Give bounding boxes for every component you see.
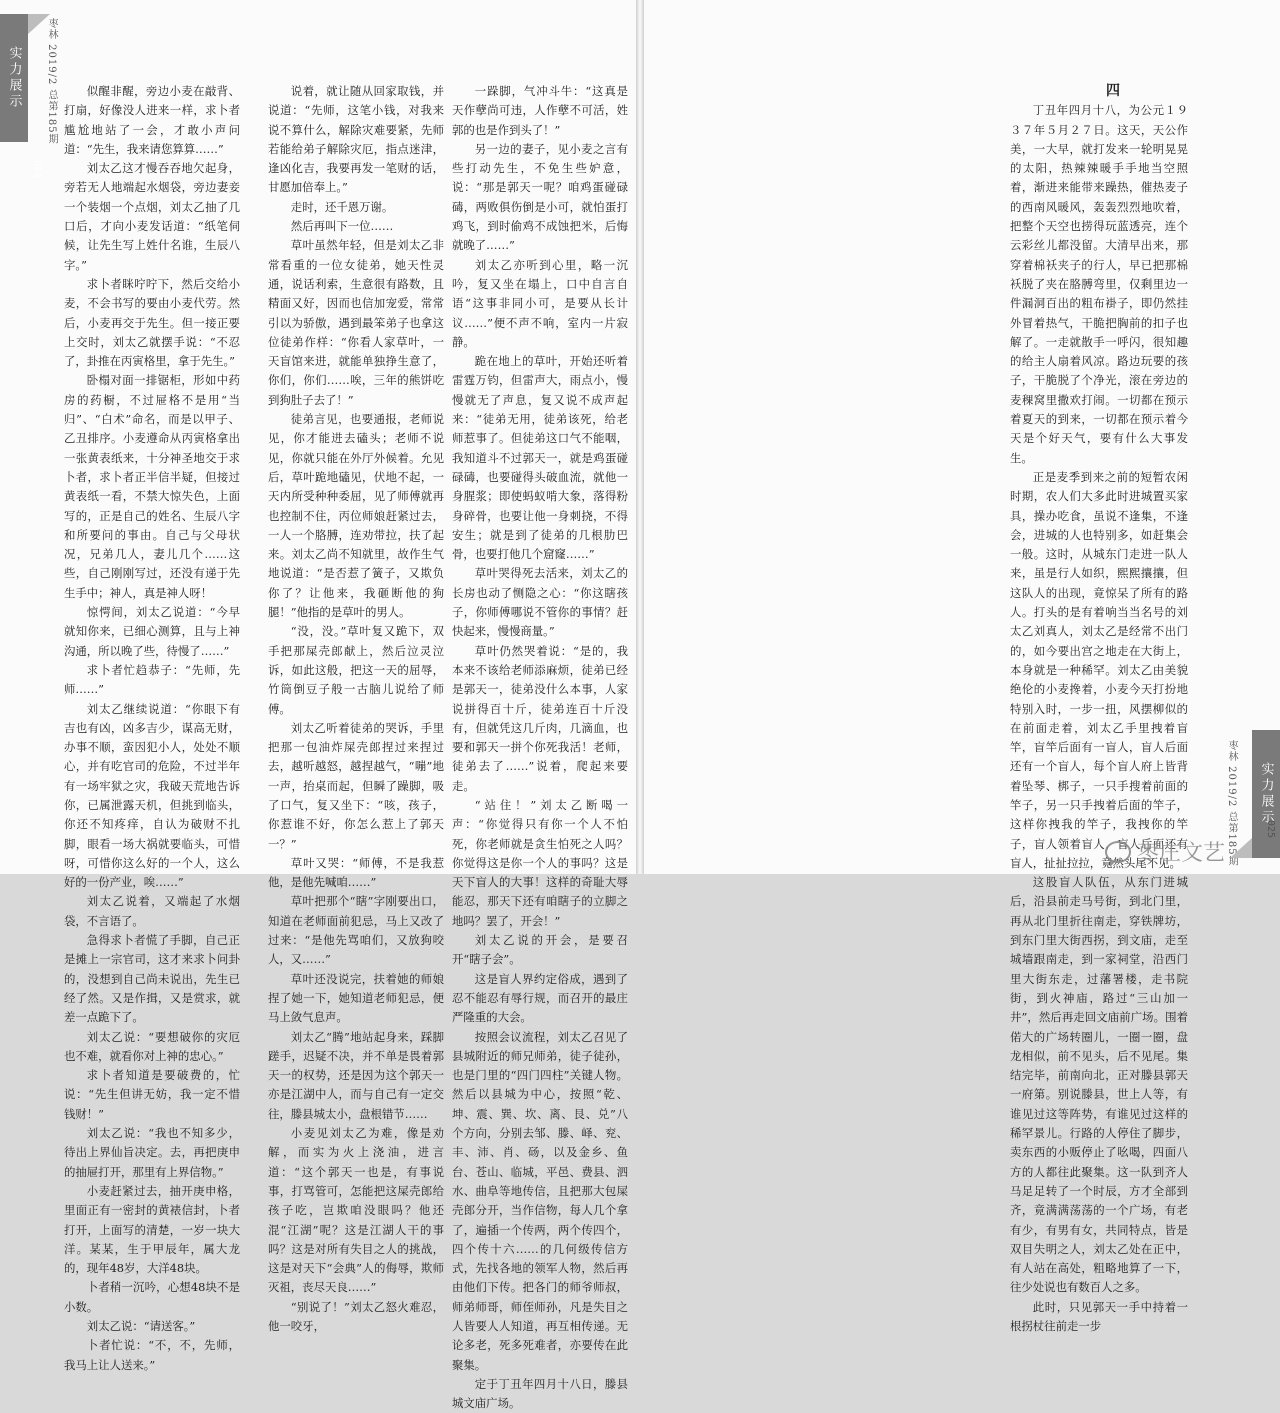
paragraph: 这股盲人队伍，从东门进城后，沿县前走马号街，到北门里，再从北门里折往南走，穿铁牌坊，到东门里大街西拐，到文庙，走至城墙跟南走，到一家祠堂，沿西门里大街东走，过藩署楼，走书院街，到火神庙，路过“三山加一井”，然后再走回文庙前广场。围着偌大的广场转圈儿，一圈一圈，盘龙相似，前不见头，后不见尾。集结完毕，前南向北，正对滕县郭天一府第。别说滕县，世上人等，有谁见过这等阵势，有谁见过这样的稀罕景儿。行路的人停住了脚步，卖东西的小贩停止了吆喝，四面八方的人都往此聚集。这一队到齐人马足足转了一个时辰，方才全部到齐，竟满满荡荡的一个广场，有老有少，有男有女，共同特点，皆是双目失明之人，刘太乙处在正中，有人站在高处，粗略地算了一下，往少处说也有数百人之多。 xyxy=(1010,875,1188,1295)
paragraph: 走时，还千恩万谢。 xyxy=(290,199,394,214)
section-tab-right: 实力展示 xyxy=(1252,730,1280,858)
paragraph: 刘太乙这才慢吞吞地欠起身，旁若无人地端起水烟袋，旁边妻妾一个装烟一个点烟，刘太乙抽了几口后，才向小麦发话道：“纸笔伺候，让先生写上姓什名谁，生辰八字。” xyxy=(64,161,240,272)
paragraph: 刘太乙“腾”地站起身来，踩脚蹉手，迟疑不决，并不单是畏着郭天一的权势，还是因为这个郭天一亦是江湖中人，而与自己有一定交往，滕县城太小，盘根错节…… xyxy=(268,1029,444,1121)
text-column-2 xyxy=(268,82,444,1333)
paragraph: 刘太乙说的开会，是要召开“瞎子会”。 xyxy=(452,933,628,967)
paragraph: 说着，就让随从回家取钱，并说道：“先师，这笔小钱，对我来说不算什么，解除灾难要紧，先师若能给弟子解除灾厄，指点迷津，逢凶化吉，我要再发一笔财的话，甘愿加倍奉上。” xyxy=(268,84,444,195)
paragraph: “别说了！”刘太乙怒火难忍，他一咬牙， xyxy=(268,1299,444,1333)
paragraph: 此时，只见郭天一手中持着一根拐杖往前走一步 xyxy=(1010,1299,1188,1333)
paragraph: 求卜者眯咛咛下，然后交给小麦，不会书写的要由小麦代劳。然后，小麦再交于先生。但一接正要上交时，刘太乙就摆手说：“不忍了，卦推在丙寅格里，拿于先生。” xyxy=(64,276,240,369)
paragraph: 跪在地上的草叶，开始还听着雷霆万钧，但雷声大，雨点小，慢慢就无了声息，复又说不成声起来：“徒弟无用，徒弟该死，给老师惹事了。但徒弟这口气不能咽，我知道斗不过郭天一，就是鸡蛋碰碌碡，也要碰得头破血流，就他一身腥浆；即使蚂蚁啃大象，落得粉身碎骨，也要让他一身刺挠，不得安生；就是到了徒弟的几根肋巴骨，也要打他几个窟窿……” xyxy=(452,354,628,562)
paragraph: 似醒非醒，旁边小麦在敲背、打扇，好像没人进来一样，求卜者尴尬地站了一会，才敢小声问道：“先生，我来请您算算……” xyxy=(64,84,240,156)
folio-left: 枣林 2019/2 总第185期 xyxy=(46,18,57,145)
paragraph: 卜者忙说：“不，不，先师，我马上让人送来。” xyxy=(64,1338,240,1372)
text-column-1 xyxy=(64,82,240,1372)
page-number-right: 025 xyxy=(1265,820,1276,839)
paragraph: 按照会议流程，刘太乙召见了县城附近的师兄师弟，徒子徒孙，也是门里的“四门四柱”关键人物。然后以县城为中心，按照“乾、坤、震、巽、坎、离、艮、兑”八个方向，分别去邹、滕、峄、兖、丰、沛、肖、砀，以及金乡、鱼台、苍山、临城，平邑、费县、泗水、曲阜等地传信，且把那大包屎壳郎分开，当作信物，每人几个拿了，遍插一个传两，两个传四个，四个传十六……的几何级传信方式，先找各地的领军人物，然后再由他们下传。把各门的师爷师叔，师弟师哥，师侄师孙，凡是失目之人皆要人人知道，再互相传递。无论多老，死多死难者，亦要传在此聚集。 xyxy=(452,1029,628,1372)
paragraph: 刘太乙亦听到心里，略一沉吟，复又坐在塌上，口中自言自语“这事非同小可，是要从长计议……”便不声不响，室内一片寂静。 xyxy=(452,257,628,349)
watermark-text: 枣庄文艺 xyxy=(1137,841,1226,866)
paragraph: 另一边的妻子，见小麦之言有些打动先生，不免生些妒意，说：“那是郭天一呢？咱鸡蛋碰碌碡，两败俱伤倒是小可，就怕蛋打鸡飞，到时偷鸡不成蚀把米，后悔就晚了……” xyxy=(452,141,628,253)
paragraph: 然后再叫下一位…… xyxy=(290,219,394,234)
page-gutter xyxy=(636,0,644,874)
paragraph: 刘太乙说：“要想破你的灾厄也不难，就看你对上神的忠心。” xyxy=(64,1029,240,1063)
paragraph: 草叶仍然哭着说：“是的，我本来不该给老师添麻烦，徒弟已经是郭天一，徒弟没什么本事，人家说拼得百十斤，徒弟连百十斤没有，但就凭这几斤肉，几滴血，也要和郭天一拼个你死我活！老师，徒弟去了……”说着，爬起来要走。 xyxy=(452,643,628,793)
paragraph: 这是盲人界约定俗成，遇到了忍不能忍有辱行规，而召开的最庄严隆重的大会。 xyxy=(452,971,628,1025)
paragraph: 刘太乙听着徒弟的哭诉，手里把那一包油炸屎壳郎捏过来捏过去，越听越怒，越捏越气，“嘣”地一声，抬桌而起，但瞬了躁脚，吸了口气，复又坐下：“咳，孩子，你惹谁不好，你怎么惹上了郭天一？” xyxy=(268,720,444,851)
paragraph: 正是麦季到来之前的短暂农闲时期，农人们大多此时进城置买家具，操办吃食，虽说不逢集，不逢会，进城的人也特别多，如赶集会一般。这时，从城东门走进一队人来，虽是行人如织，熙熙攘攘，但这队人的出现，竟惊呆了所有的路人。打头的是有着响当当名号的刘太乙刘真人，刘太乙是经常不出门的，如今要出宫之地走在大街上，本身就是一种稀罕。刘太乙由美貌绝伦的小麦搀着，小麦今天打扮地特别入时，一步一扭，风摆柳似的在前面走着，刘太乙手里拽着盲竿，盲竿后面有一盲人，盲人后面还有一个盲人，每个盲人府上皆背着坠琴、梆子，一只手搜着前面的竿子，另一只手拽着后面的竿子，这样你拽我的竿子，我拽你的竿子，盲人领着盲人，盲人后面还有盲人，扯扯拉拉，竟然头尾不见。 xyxy=(1010,469,1188,870)
paragraph: 草叶哭得死去活来，刘太乙的长房也动了恻隐之心：“你这瞎孩子，你师傅哪说不管你的事情？赶快起来，慢慢商量。” xyxy=(452,566,628,639)
paragraph: 刘太乙继续说道：“你眼下有吉也有凶，凶多吉少，谋高无财，办事不顺，蛮因犯小人，处处不顺心，并有吃官司的危险，不过半年有一场牢狱之灾，我破天荒地告诉你，已属泄露天机，但挑到临头，你还不知疼痒，自认为破财不扎脚，眼看一场大祸就要临头，可惜呀，可惜你这么好的一个人，这么好的一份产业，唉……” xyxy=(64,701,240,890)
paragraph: “没，没。”草叶复又跪下，双手把那屎壳郎献上，然后泣灵泣诉，如此这般，把这一天的屈辱，竹筒倒豆子般一古脑儿说给了师傅。 xyxy=(268,624,444,716)
page-number-left: 024 xyxy=(32,160,43,179)
paragraph: 求卜者知道是要破费的，忙说：“先生但讲无妨，我一定不惜钱财！” xyxy=(64,1068,240,1121)
paragraph: 草叶把那个“瞎”字刚要出口，知道在老师面前犯忌，马上又改了过来：“是他先骂咱们，又放狗咬人，又……” xyxy=(268,894,444,967)
text-column-3 xyxy=(452,82,628,1411)
paragraph: 徒弟言见，也要通报，老师说见，你才能进去磕头；老师不说见，你就只能在外厅外候着。允见后，草叶跪地磕见，伏地不起，一天内所受种种委屈，见了师傅就再也控制不住，丙位师娘赶紧过去，一人一个胳膊，连劝带拉，扶了起来。刘太乙尚不知就里，故作生气地说道：“是否惹了簧子，又欺负你了？让他来，我砸断他的狗腿！”他指的是草叶的男人。 xyxy=(268,412,444,620)
chapter-number: 四 xyxy=(1106,83,1120,99)
paragraph: “站住！”刘太乙断喝一声：“你觉得只有你一个人不怕死，你老师就是贪生怕死之人吗？你觉得这是你一个人的事吗？这是天下盲人的大事！这样的奇耻大辱能忍，那天下还有咱瞎子的立脚之地吗？罢了，开会！” xyxy=(452,797,628,928)
left-page xyxy=(0,0,636,1411)
paragraph: 惊愕间，刘太乙说道：“今早就知你来，已细心测算，且与上神沟通，所以晚了些，待慢了……” xyxy=(64,605,240,658)
paragraph: 卜者稍一沉吟，心想48块不是小数。 xyxy=(64,1280,240,1314)
paragraph: 小麦赶紧过去，抽开庚申格，里面正有一密封的黄裱信封，卜者打开，上面写的清楚，一岁一块大洋。某某，生于甲辰年，属大龙的，现年48岁，大洋48块。 xyxy=(64,1183,240,1276)
paragraph: 卧榻对面一排锯柜，形如中药房的药橱，不过屉格不是用“当归”、“白术”命名，而是以甲子、乙丑排序。小麦遵命从丙寅格拿出一张黄表纸来，十分神圣地交于求卜者，求卜者正半信半疑，但接过黄表纸一看，不禁大惊失色，上面写的，正是自己的姓名、生辰八字和所要问的事由。自己与父母状况，兄弟几人，妻儿几个……这些，自己刚刚写过，还没有递于先生手中；神人，真是神人呀！ xyxy=(64,373,240,600)
tab-corner-decoration-right xyxy=(1230,838,1252,858)
paragraph: 刘太乙说：“我也不知多少，待出上界仙旨决定。去，再把庚申的抽屉打开，那里有上界信物。” xyxy=(64,1126,240,1179)
paragraph: 丁丑年四月十八，为公元１９３７年５月２７日。这天，天公作美，一大早，就打发来一轮明晃晃的太阳，热辣辣暖手手地当空照着，渐进来能带来躁热，催热麦子的西南风暖风，轰轰烈烈地吹着，把整个天空也捞得玩蓝透亮，连个云彩丝儿都没留。大清早出来，那穿着棉袄夹子的行人，早已把那棉袄脱了夹在胳膊弯里，仅剩里边一件漏洞百出的粗布褂子，即仍然挂外冒着热气，干脆把胸前的扣子也解了。一走就散手一呼闪，很知趣的给主人扇着风凉。路边玩要的孩子，干脆脱了个净光，滚在旁边的麦稞窝里撒欢打闹。一切都在预示着夏天的到来，一切都在预示着今天是个好天气，要有什么大事发生。 xyxy=(1010,103,1188,465)
paragraph: 刘太乙说：“请送客。” xyxy=(86,1319,196,1333)
folio-right: 枣林 2019/2 总第185期 xyxy=(1226,740,1237,867)
paragraph: 急得求卜者慌了手脚，自己正是摊上一宗官司，这才来求卜问卦的，没想到自己尚未说出，先生已经了然。又是作揖，又是赏求，就差一点跪下了。 xyxy=(64,933,240,1025)
paragraph: 一跺脚，气冲斗牛：“这真是天作孽尚可违，人作孽不可活，姓郭的也是作到头了！” xyxy=(452,84,628,137)
paragraph: 小麦见刘太乙为难，像是劝解，而实为火上浇油，进言道：“这个郭天一也是，有事说事，打骂管可，怎能把这屎壳郎给孩子吃，岂欺咱没眼吗？他还混“江湖”呢？这是江湖人干的事吗？这是对所有失目之人的挑战，这是对天下“会典”人的侮辱，欺师灭祖，丧尽天良……” xyxy=(268,1126,444,1295)
paragraph: 定于丁丑年四月十八日，滕县城文庙广场。 xyxy=(452,1376,628,1411)
watermark xyxy=(1105,836,1225,867)
paragraph: 求卜者忙趋恭子：“先师，先师……” xyxy=(64,662,240,697)
section-tab-left: 实力展示 xyxy=(0,14,28,142)
paragraph: 草叶又哭：“师傅，不是我惹他，是他先喊咱……” xyxy=(268,855,444,890)
chat-bubble-icon xyxy=(1105,841,1131,863)
paragraph: 刘太乙说着，又端起了水烟袋，不言语了。 xyxy=(64,894,240,928)
paragraph: 草叶虽然年轻，但是刘太乙非常看重的一位女徒弟，她天性灵通，说话利索，生意很有路数，且精面又好，因而也信加宠爱，常常引以为骄傲，遇到最笨弟子也拿这位徒弟作样：“你看人家草叶，一天盲馆来进，就能单独挣生意了，你们，你们……唉，三年的熊饼吃到狗肚子去了！” xyxy=(268,238,444,407)
paragraph: 草叶还没说完，扶着她的师娘捏了她一下，她知道老师犯忌，便马上敛气息声。 xyxy=(268,971,444,1025)
